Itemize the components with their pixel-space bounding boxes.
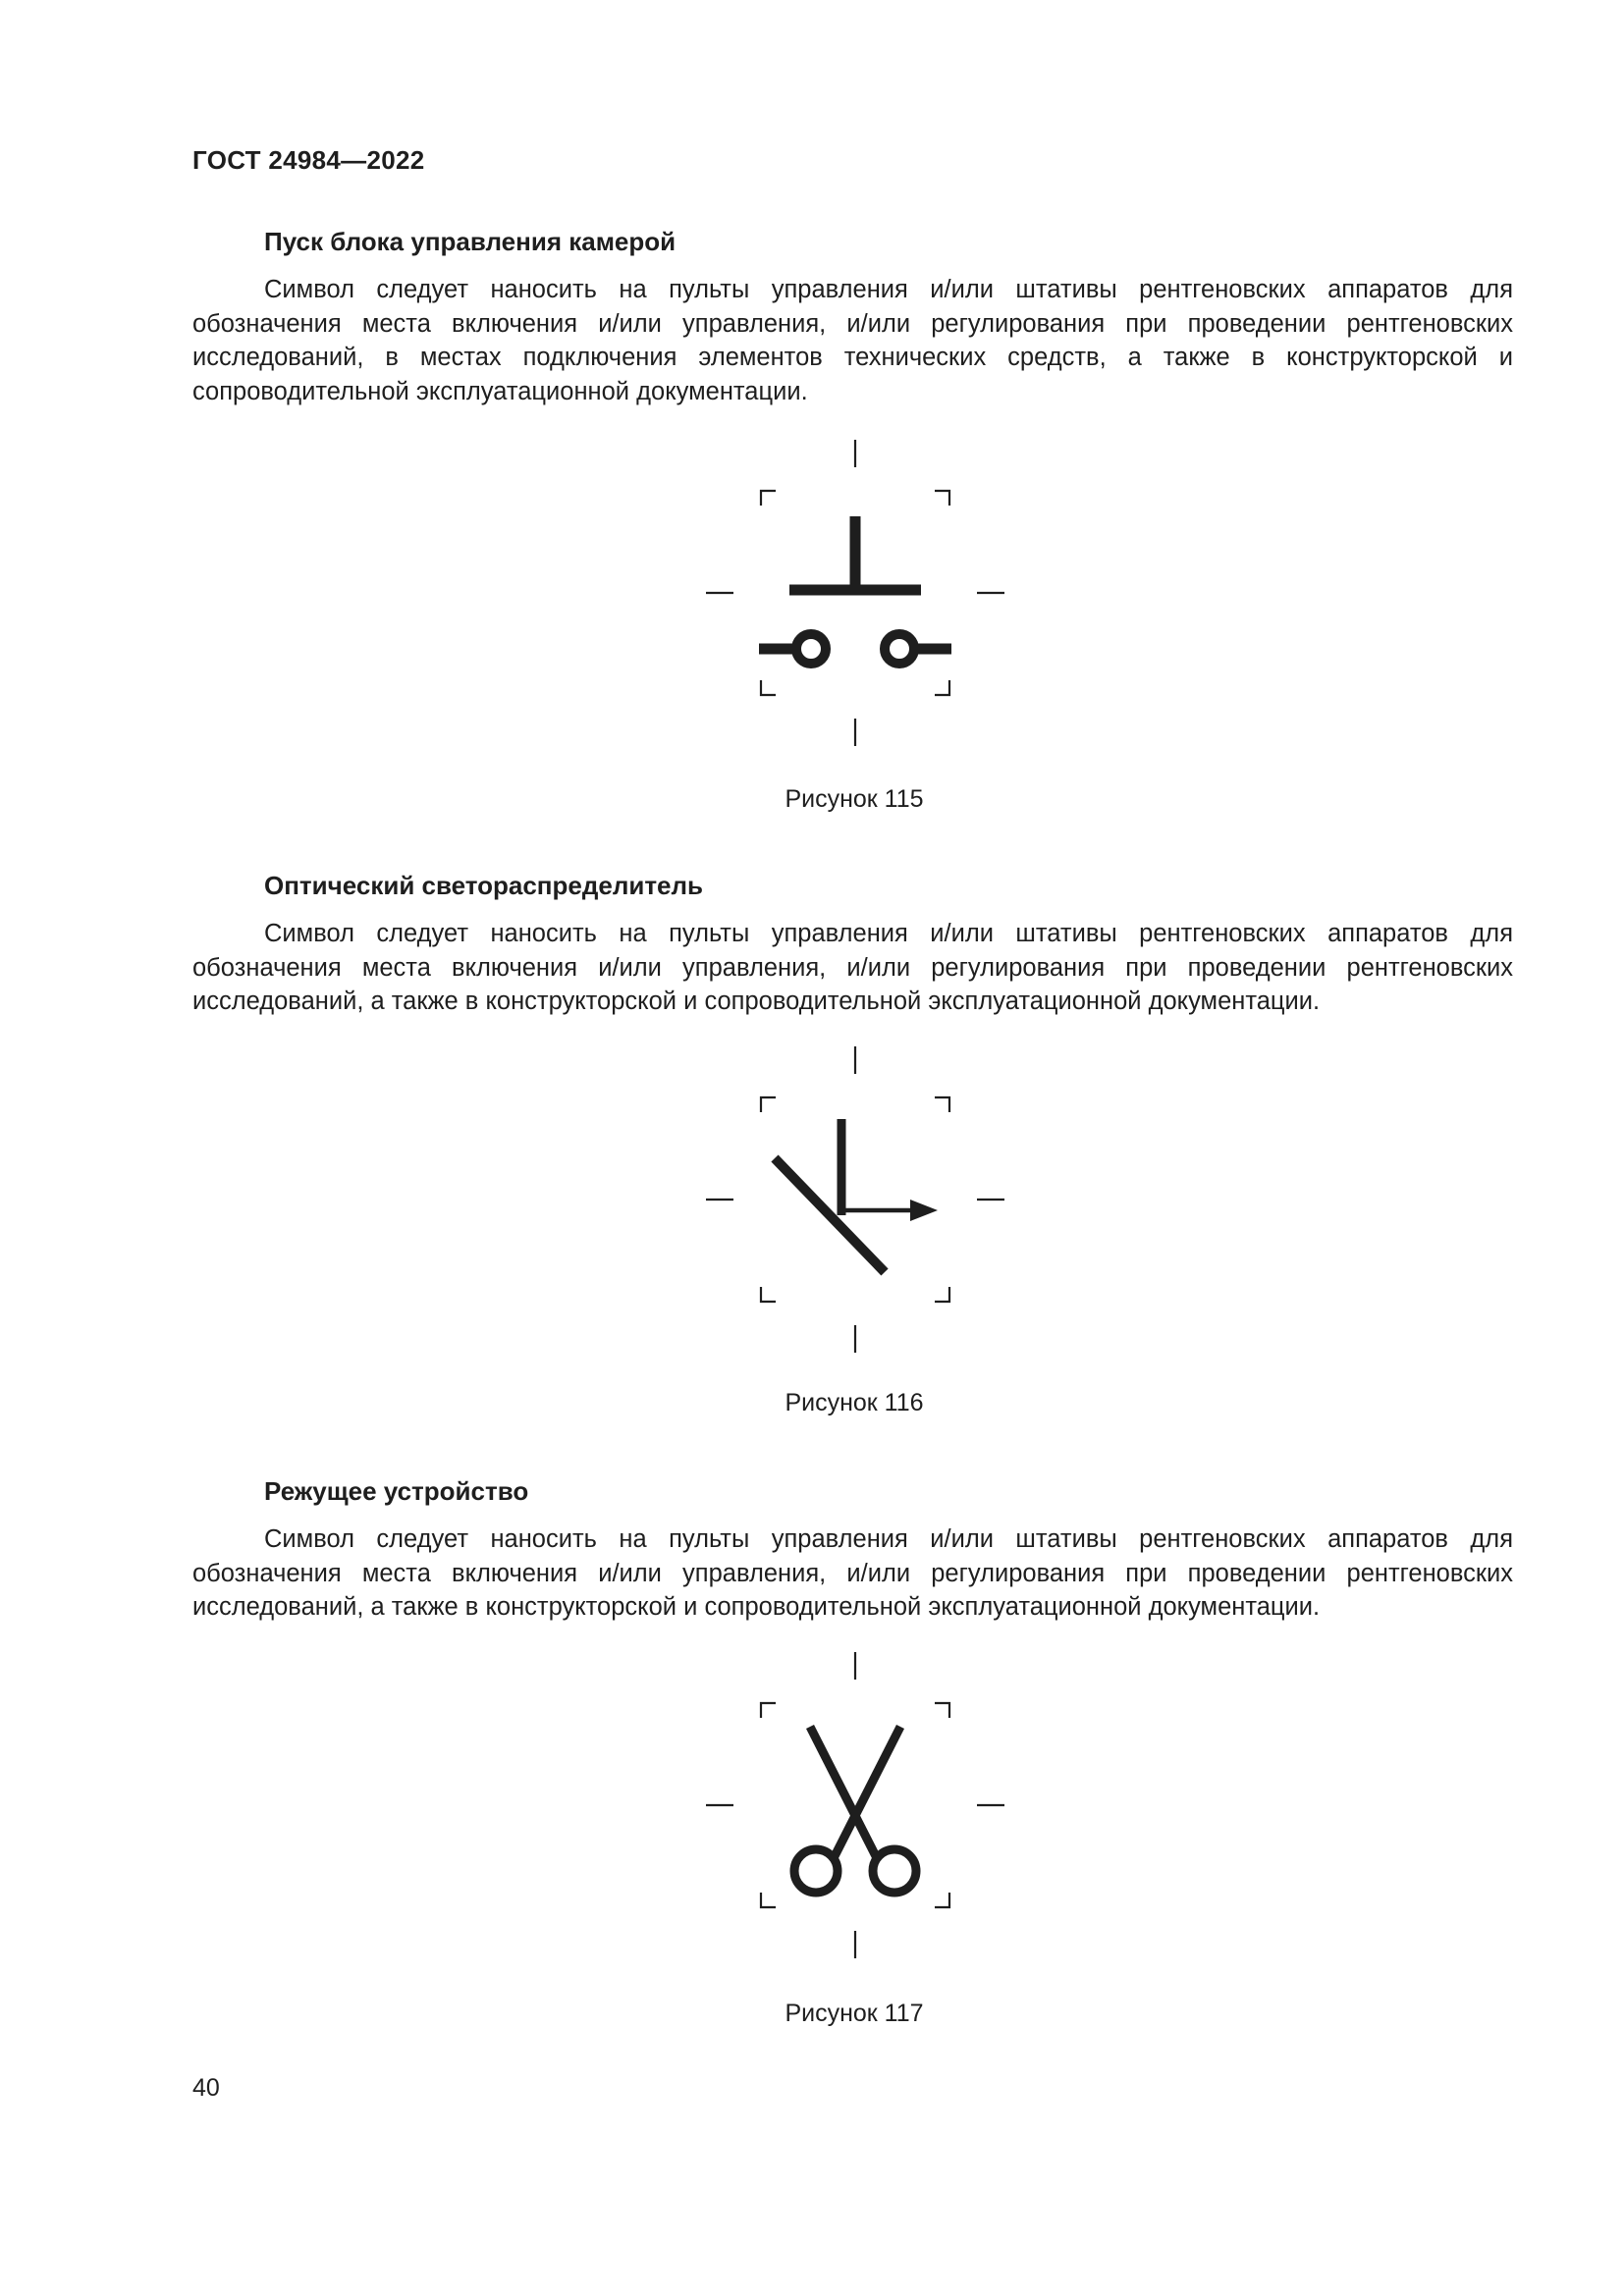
section-paragraph: Символ следует наносить на пульты управления и/или штативы рентгеновских аппаратов для обозначения места включения и/или управления, и/или регулирования при проведении рентгеновских исследований, а также в конструкторской и сопроводительной эксплуатационной документации.: [192, 1525, 1513, 1621]
figure-caption: Рисунок 117: [785, 2000, 924, 2027]
page-number: 40: [192, 2074, 220, 2102]
section-paragraph: Символ следует наносить на пульты управления и/или штативы рентгеновских аппаратов для обозначения места включения и/или управления, и/или регулирования при проведении рентгеновских исследований, в местах подключения элементов технических средств, а также в конструкторской и сопроводительной эксплуатационной документации.: [192, 276, 1513, 405]
optical-light-distributor-icon: [698, 1042, 1012, 1357]
section-camera-control-start: [192, 224, 1513, 408]
figure-116: [698, 1042, 1012, 1357]
figure-caption: Рисунок 116: [785, 1389, 924, 1416]
section-title: Режущее устройство: [264, 1476, 529, 1506]
section-title: Пуск блока управления камерой: [264, 227, 677, 256]
section-cutting-device: [192, 1473, 1513, 1625]
frame-marks: [706, 1046, 1004, 1353]
symbol: [759, 516, 951, 664]
section-title: Оптический светораспределитель: [264, 871, 704, 900]
document-code: ГОСТ 24984—2022: [192, 145, 425, 175]
arrow-head: [910, 1200, 938, 1221]
push-button-start-icon: [698, 436, 1012, 750]
section-optical-light-distributor: [192, 868, 1513, 1019]
figure-caption: Рисунок 115: [785, 785, 924, 813]
symbol: [775, 1119, 918, 1272]
section-paragraph: Символ следует наносить на пульты управления и/или штативы рентгеновских аппаратов для обозначения места включения и/или управления, и/или регулирования при проведении рентгеновских исследований, а также в конструкторской и сопроводительной эксплуатационной документации.: [192, 920, 1513, 1015]
figure-117: [698, 1648, 1012, 1962]
symbol: [794, 1727, 916, 1893]
frame-marks: [706, 1652, 1004, 1958]
scissors-icon: [698, 1648, 1012, 1962]
figure-115: [698, 436, 1012, 750]
